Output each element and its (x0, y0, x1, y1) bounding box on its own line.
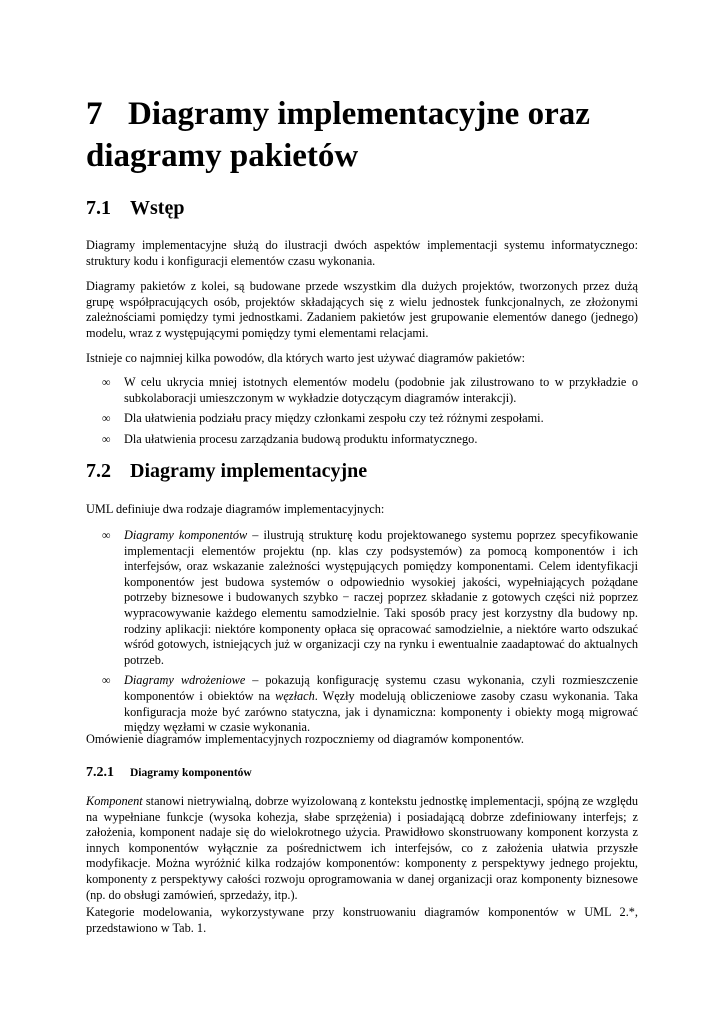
section-7-1-heading (86, 196, 184, 220)
paragraph: Istnieje co najmniej kilka powodów, dla których warto jest używać diagramów pakietów: (86, 351, 526, 365)
paragraph: Omówienie diagramów implementacyjnych rozpoczniemy od diagramów komponentów. (86, 732, 525, 746)
paragraph: UML definiuje dwa rodzaje diagramów implementacyjnych: (86, 502, 385, 516)
section-title: Diagramy implementacyjne (130, 460, 368, 482)
section-number: 7.2.1 (86, 765, 114, 780)
section-7-2-heading (86, 459, 367, 483)
term: węzłach (275, 688, 315, 703)
term: Diagramy wdrożeniowe (124, 673, 246, 688)
paragraph: Diagramy implementacyjne służą do ilustracji dwóch aspektów implementacji systemu informatycznego: struktury kodu i konfiguracji elementów czasu wykonania. (86, 238, 638, 268)
bullet-glyph: ∞ (102, 673, 111, 688)
diagram-types-list (86, 528, 638, 741)
list-item: ∞ Dla ułatwienia podziału pracy między członkami zespołu czy też różnymi zespołami. (102, 411, 544, 426)
section-title: Wstęp (130, 197, 185, 219)
bullet-glyph: ∞ (102, 528, 111, 542)
section-number: 7.1 (86, 197, 111, 219)
section-7-2-1-heading (86, 763, 252, 781)
bullet-glyph: ∞ (102, 411, 111, 426)
term: Diagramy komponentów (124, 528, 248, 542)
chapter-title-text: Diagramy implementacyjne oraz diagramy pakietów (86, 96, 590, 174)
reasons-list (86, 375, 638, 452)
list-item: ∞ Diagramy wdrożeniowe – pokazują konfigurację systemu czasu wykonania, czyli rozmieszczenie komponentów i obiektów na węzłach. Węzły modelują obliczeniowe zasoby czasu wykonania. Taka konfiguracja może być zarówno statyczna, jak i dynamiczna: komponenty i obiekty mogą migrować między węzłami w czasie wykonania. (102, 673, 638, 735)
list-item: ∞ Diagramy komponentów – ilustrują strukturę kodu projektowanego systemu poprzez specyfikowanie implementacji elementów projektu (np. klas czy podsystemów) za pomocą komponentów i ich interfejsów, oraz wskazanie zależności występujących pomiędzy komponentami. Celem identyfikacji komponentów jest budowa systemów o odpowiednio wysokiej jakości, wypełniających pożądane potrzeby biznesowe i budowanych szybko − raczej poprzez składanie z gotowych części niż poprzez wypracowywanie każdego elementu samodzielnie. Taki sposób pracy jest korzystny dla budowy np. rodziny aplikacji: niektóre komponenty opłaca się opracować samodzielnie, a niektóre warto odszukać wśród gotowych, istniejących już w organizacji czy na rynku i ewentualnie zaadaptować do aktualnych potrzeb. (102, 528, 638, 667)
bullet-glyph: ∞ (102, 431, 111, 446)
chapter-number: 7 (86, 96, 103, 132)
term: Komponent (86, 794, 143, 808)
section-number: 7.2 (86, 460, 111, 482)
list-item: ∞ W celu ukrycia mniej istotnych elementów modelu (podobnie jak zilustrowano to w przykładzie o subkolaboracji umieszczonym w wykładzie dotyczącym diagramów interakcji). (102, 375, 638, 405)
bullet-glyph: ∞ (102, 375, 111, 389)
chapter-title (86, 93, 638, 177)
paragraph: Kategorie modelowania, wykorzystywane przy konstruowaniu diagramów komponentów w UML 2.*, przedstawiono w Tab. 1. (86, 905, 638, 935)
paragraph: Komponent stanowi nietrywialną, dobrze wyizolowaną z kontekstu jednostkę implementacji, spójną ze względu na wypełniane funkcje (wysoka kohezja, słabe sprzężenia) i posiadającą dobrze zdefiniowany interfejs; z założenia, komponent nadaje się do wielokrotnego użycia. Prawidłowo skonstruowany komponent korzysta z innych komponentów wyłącznie za pośrednictwem ich interfejsów, co z założenia ułatwia przyszłe modyfikacje. Można wyróżnić kilka rodzajów komponentów: komponenty z perspektywy jednego projektu, komponenty z perspektywy całości rozwoju oprogramowania w danej organizacji oraz komponenty biznesowe (np. do obsługi zamówień, sprzedaży, itp.). (86, 794, 638, 902)
list-item: ∞ Dla ułatwienia procesu zarządzania budową produktu informatycznego. (102, 431, 478, 446)
section-title: Diagramy komponentów (130, 767, 252, 779)
paragraph: Diagramy pakietów z kolei, są budowane przede wszystkim dla dużych projektów, tworzonych przez dużą grupę współpracujących osób, projektów składających się z wielu jednostek funkcjonalnych, ze złożonymi zależnościami pomiędzy tymi jednostkami. Zadaniem pakietów jest grupowanie elementów danego (jednego) modelu, wraz z występującymi pomiędzy tymi elementami relacjami. (86, 279, 638, 340)
